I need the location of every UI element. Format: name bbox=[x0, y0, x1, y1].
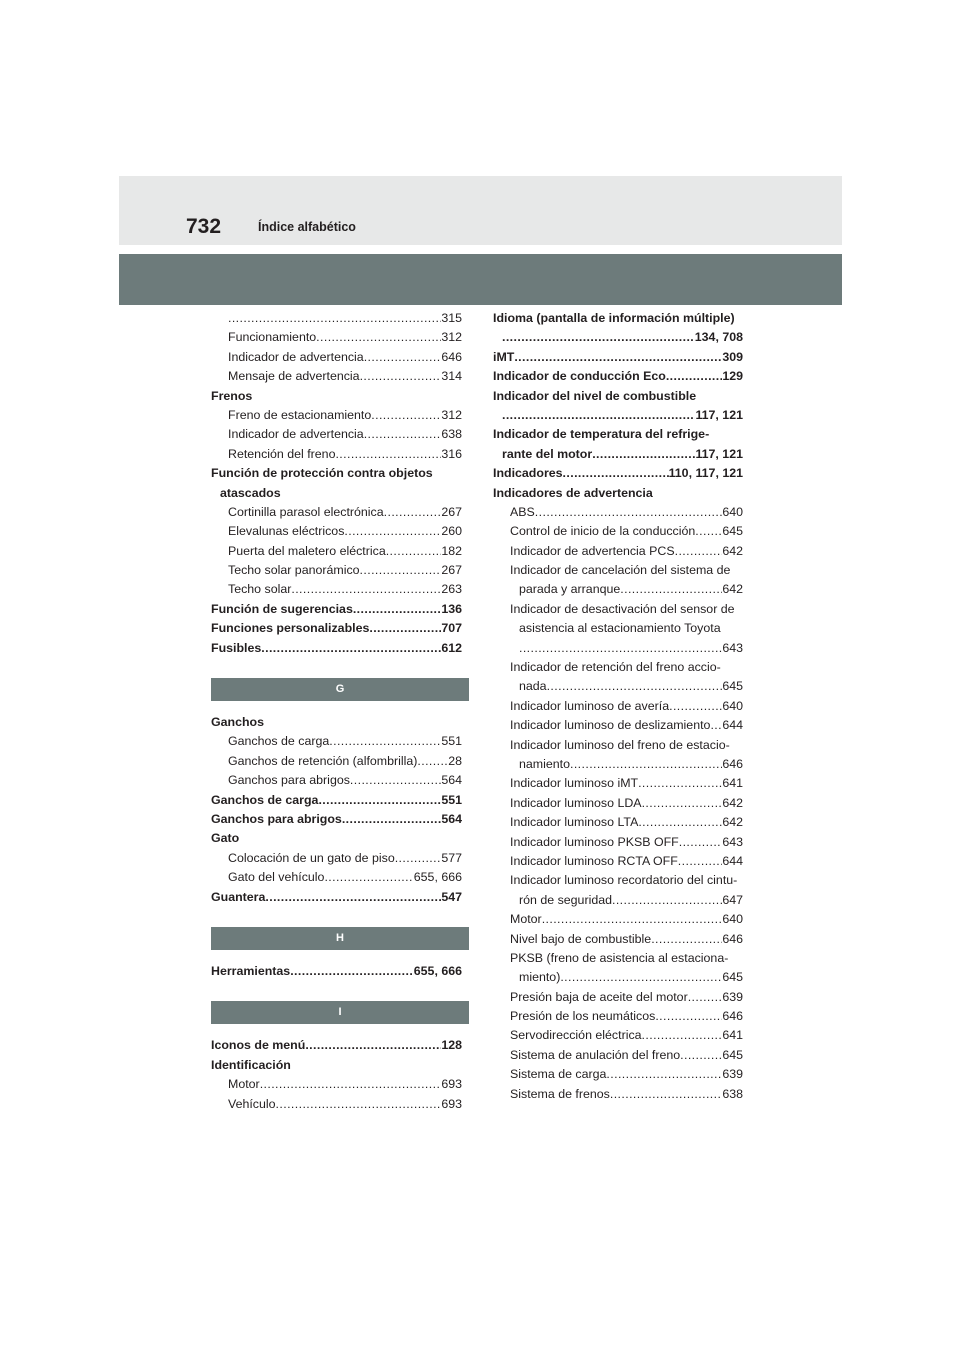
index-entry bbox=[493, 309, 743, 328]
entry-term: Funcionamiento bbox=[228, 330, 317, 345]
entry-page-number: 644 bbox=[722, 853, 743, 868]
index-entry bbox=[493, 600, 743, 619]
dot-leader bbox=[265, 888, 441, 907]
entry-term: Guantera bbox=[211, 889, 266, 904]
entry-term: Indicadores de advertencia bbox=[493, 485, 653, 500]
dot-leader bbox=[342, 810, 441, 829]
dot-leader bbox=[695, 522, 722, 541]
entry-term: Nivel bajo de combustible bbox=[510, 931, 652, 946]
entry-term: Ganchos para abrigos bbox=[211, 811, 342, 826]
dot-leader bbox=[276, 1095, 442, 1114]
index-entry bbox=[493, 755, 743, 774]
index-entry bbox=[493, 387, 743, 406]
entry-term: nada bbox=[519, 679, 547, 694]
dot-leader bbox=[260, 1075, 442, 1094]
entry-term: Ganchos para abrigos bbox=[228, 773, 350, 788]
dot-leader bbox=[316, 328, 441, 347]
index-entry bbox=[493, 910, 743, 929]
index-entry bbox=[493, 949, 743, 968]
index-entry bbox=[211, 561, 462, 580]
index-entry bbox=[211, 888, 462, 907]
index-entry bbox=[493, 716, 743, 735]
page-number: 732 bbox=[186, 215, 222, 238]
index-entry bbox=[493, 464, 743, 483]
index-entry bbox=[211, 425, 462, 444]
entry-page-number: 547 bbox=[441, 889, 462, 904]
entry-term: ABS bbox=[510, 504, 535, 519]
dot-leader bbox=[360, 367, 442, 386]
entry-term: Indicador de advertencia PCS bbox=[510, 543, 675, 558]
dot-leader bbox=[502, 328, 695, 347]
entry-page-number: 309 bbox=[722, 349, 743, 364]
entry-term: Indicador luminoso LDA bbox=[510, 795, 642, 810]
letter-heading: H bbox=[211, 927, 469, 950]
entry-page-number: 263 bbox=[441, 582, 462, 597]
entry-page-number: 564 bbox=[441, 773, 462, 788]
index-entry bbox=[211, 503, 462, 522]
entry-term: parada y arranque bbox=[519, 582, 621, 597]
dot-leader bbox=[324, 868, 413, 887]
index-entry bbox=[211, 367, 462, 386]
index-column-right bbox=[493, 309, 743, 1104]
entry-term: Indicador luminoso RCTA OFF bbox=[510, 853, 678, 868]
entry-term: Elevalunas eléctricos bbox=[228, 524, 345, 539]
entry-term: Herramientas bbox=[211, 963, 291, 978]
entry-term: Indicador de retención del freno accio- bbox=[510, 660, 721, 675]
entry-term: Indicador luminoso PKSB OFF bbox=[510, 834, 679, 849]
index-entry bbox=[211, 771, 462, 790]
entry-term: Fusibles bbox=[211, 640, 262, 655]
index-entry bbox=[211, 542, 462, 561]
entry-term: Ganchos de carga bbox=[211, 792, 319, 807]
index-entry bbox=[211, 962, 462, 981]
entry-term: Mensaje de advertencia bbox=[228, 369, 360, 384]
entry-term: Indicador de desactivación del sensor de bbox=[510, 601, 735, 616]
index-entry bbox=[493, 580, 743, 599]
dot-leader bbox=[502, 406, 695, 425]
dot-leader bbox=[360, 561, 442, 580]
entry-page-number: 638 bbox=[722, 1086, 743, 1101]
entry-page-number: 645 bbox=[722, 524, 743, 539]
entry-page-number: 646 bbox=[722, 756, 743, 771]
index-entry bbox=[493, 658, 743, 677]
index-entry bbox=[493, 1046, 743, 1065]
entry-page-number: 645 bbox=[722, 1047, 743, 1062]
index-entry bbox=[493, 425, 743, 444]
entry-page-number: 117, 121 bbox=[695, 446, 743, 461]
dot-leader bbox=[261, 639, 441, 658]
index-entry bbox=[211, 348, 462, 367]
entry-term: Indicador del nivel de combustible bbox=[493, 388, 697, 403]
entry-term: rante del motor bbox=[502, 446, 593, 461]
dot-leader bbox=[335, 445, 441, 464]
index-entry bbox=[493, 677, 743, 696]
entry-page-number: 646 bbox=[722, 931, 743, 946]
dot-leader bbox=[547, 677, 723, 696]
section-title: Índice alfabético bbox=[258, 220, 356, 234]
entry-page-number: 136 bbox=[441, 601, 462, 616]
entry-term: Gato del vehículo bbox=[228, 870, 325, 885]
entry-page-number: 577 bbox=[441, 850, 462, 865]
index-entry bbox=[493, 445, 743, 464]
dot-leader bbox=[679, 833, 723, 852]
entry-page-number: 707 bbox=[441, 621, 462, 636]
entry-term: Indicador de advertencia bbox=[228, 349, 364, 364]
entry-page-number: 129 bbox=[722, 369, 743, 384]
index-entry bbox=[211, 1095, 462, 1114]
index-entry bbox=[493, 833, 743, 852]
index-entry bbox=[211, 1036, 462, 1055]
index-entry bbox=[211, 522, 462, 541]
index-entry bbox=[211, 406, 462, 425]
index-entry bbox=[211, 732, 462, 751]
index-column-left bbox=[211, 309, 462, 1114]
index-entry bbox=[493, 736, 743, 755]
dot-leader bbox=[642, 794, 723, 813]
entry-term: Motor bbox=[510, 912, 542, 927]
dot-leader bbox=[290, 962, 414, 981]
entry-page-number: 612 bbox=[441, 640, 462, 655]
dot-leader bbox=[371, 406, 441, 425]
dot-leader bbox=[364, 425, 442, 444]
entry-page-number: 315 bbox=[441, 311, 462, 325]
entry-term: Colocación de un gato de piso bbox=[228, 850, 395, 865]
entry-term: Funciones personalizables bbox=[211, 621, 370, 636]
entry-term: Techo solar panorámico bbox=[228, 563, 360, 578]
entry-term: Indicador de temperatura del refrige- bbox=[493, 427, 710, 442]
entry-term: Control de inicio de la conducción bbox=[510, 524, 696, 539]
dot-leader bbox=[291, 580, 441, 599]
index-entry bbox=[493, 871, 743, 890]
index-entry bbox=[493, 1026, 743, 1045]
entry-term: Identificación bbox=[211, 1057, 291, 1072]
dot-leader bbox=[638, 774, 722, 793]
entry-page-number: 117, 121 bbox=[695, 407, 743, 422]
dot-leader bbox=[563, 464, 669, 483]
entry-term: Cortinilla parasol electrónica bbox=[228, 504, 384, 519]
dot-leader bbox=[651, 930, 722, 949]
index-entry bbox=[493, 1065, 743, 1084]
letter-heading: I bbox=[211, 1001, 469, 1024]
dot-leader bbox=[710, 716, 722, 735]
dot-leader bbox=[606, 1065, 722, 1084]
entry-page-number: 316 bbox=[441, 446, 462, 461]
dot-leader bbox=[560, 968, 722, 987]
dot-leader bbox=[519, 639, 722, 658]
entry-term: Función de protección contra objetos bbox=[211, 466, 433, 481]
dot-leader bbox=[666, 367, 723, 386]
entry-term: Ganchos de retención (alfombrilla) bbox=[228, 753, 418, 768]
dot-leader bbox=[384, 503, 442, 522]
entry-page-number: 641 bbox=[722, 1028, 743, 1043]
entry-page-number: 182 bbox=[441, 543, 462, 558]
entry-page-number: 645 bbox=[722, 679, 743, 694]
entry-term: Presión de los neumáticos bbox=[510, 1009, 656, 1024]
entry-page-number: 314 bbox=[441, 369, 462, 384]
index-entry bbox=[493, 406, 743, 425]
entry-term: Gato bbox=[211, 831, 240, 846]
entry-page-number: 655, 666 bbox=[413, 963, 462, 978]
entry-page-number: 643 bbox=[722, 834, 743, 849]
entry-term: PKSB (freno de asistencia al estaciona- bbox=[510, 950, 729, 965]
entry-page-number: 642 bbox=[722, 815, 743, 830]
entry-page-number: 647 bbox=[722, 892, 743, 907]
dot-leader bbox=[318, 791, 441, 810]
entry-term: Retención del freno bbox=[228, 446, 336, 461]
index-entry bbox=[211, 464, 462, 483]
dot-leader bbox=[675, 542, 723, 561]
index-entry bbox=[211, 600, 462, 619]
entry-page-number: 642 bbox=[722, 795, 743, 810]
entry-page-number: 693 bbox=[441, 1096, 462, 1111]
entry-page-number: 312 bbox=[441, 407, 462, 422]
entry-term: Servodirección eléctrica bbox=[510, 1028, 642, 1043]
index-entry bbox=[493, 367, 743, 386]
dot-leader bbox=[535, 503, 723, 522]
entry-page-number: 551 bbox=[441, 792, 462, 807]
index-entry bbox=[211, 580, 462, 599]
entry-page-number: 642 bbox=[722, 543, 743, 558]
dot-leader bbox=[620, 580, 722, 599]
entry-term: Ganchos de carga bbox=[228, 734, 330, 749]
dot-leader bbox=[350, 771, 441, 790]
entry-term: Sistema de carga bbox=[510, 1067, 607, 1082]
dot-leader bbox=[329, 732, 441, 751]
index-entry bbox=[493, 988, 743, 1007]
header-dark-band bbox=[119, 254, 842, 305]
index-entry bbox=[211, 387, 462, 406]
index-entry bbox=[493, 968, 743, 987]
index-entry bbox=[211, 868, 462, 887]
entry-term: miento) bbox=[519, 970, 561, 985]
index-entry bbox=[493, 348, 743, 367]
entry-term: atascados bbox=[220, 485, 281, 500]
dot-leader bbox=[369, 619, 441, 638]
entry-page-number: 267 bbox=[441, 563, 462, 578]
dot-leader bbox=[642, 1026, 723, 1045]
index-entry bbox=[493, 774, 743, 793]
index-entry bbox=[211, 1075, 462, 1094]
entry-page-number: 564 bbox=[441, 811, 462, 826]
index-entry bbox=[211, 484, 462, 503]
entry-page-number: 260 bbox=[441, 524, 462, 539]
index-entry bbox=[211, 619, 462, 638]
entry-term: Función de sugerencias bbox=[211, 601, 353, 616]
dot-leader bbox=[395, 849, 442, 868]
entry-term: Freno de estacionamiento bbox=[228, 407, 372, 422]
index-entry bbox=[493, 619, 743, 638]
entry-term: Indicador luminoso de avería bbox=[510, 698, 670, 713]
index-entry bbox=[493, 522, 743, 541]
entry-term: Puerta del maletero eléctrica bbox=[228, 543, 386, 558]
entry-page-number: 639 bbox=[722, 989, 743, 1004]
index-entry bbox=[493, 852, 743, 871]
index-entry bbox=[493, 794, 743, 813]
dot-leader bbox=[592, 445, 695, 464]
index-entry bbox=[211, 639, 462, 658]
dot-leader bbox=[655, 1007, 722, 1026]
entry-page-number: 639 bbox=[722, 1067, 743, 1082]
entry-term: Presión baja de aceite del motor bbox=[510, 989, 688, 1004]
entry-term: Frenos bbox=[211, 388, 253, 403]
entry-term: Indicador luminoso del freno de estacio- bbox=[510, 737, 730, 752]
dot-leader bbox=[417, 752, 448, 771]
dot-leader bbox=[678, 852, 723, 871]
dot-leader bbox=[305, 1036, 441, 1055]
index-entry bbox=[493, 891, 743, 910]
entry-page-number: 643 bbox=[722, 640, 743, 655]
entry-term: rón de seguridad bbox=[519, 892, 612, 907]
index-entry bbox=[493, 813, 743, 832]
entry-term: Sistema de anulación del freno bbox=[510, 1047, 681, 1062]
entry-term: Indicador de advertencia bbox=[228, 427, 364, 442]
entry-term: Ganchos bbox=[211, 715, 265, 730]
entry-term: Indicador luminoso LTA bbox=[510, 815, 639, 830]
entry-page-number: 645 bbox=[722, 970, 743, 985]
entry-term: Iconos de menú bbox=[211, 1038, 306, 1053]
index-entry bbox=[211, 810, 462, 829]
dot-leader bbox=[612, 891, 722, 910]
entry-page-number: 312 bbox=[441, 330, 462, 345]
entry-page-number: 646 bbox=[441, 349, 462, 364]
entry-page-number: 134, 708 bbox=[694, 330, 743, 345]
dot-leader bbox=[638, 813, 722, 832]
entry-term: Sistema de frenos bbox=[510, 1086, 610, 1101]
index-entry bbox=[211, 713, 462, 732]
index-entry bbox=[211, 849, 462, 868]
entry-term: Vehículo bbox=[228, 1096, 276, 1111]
entry-page-number: 551 bbox=[441, 734, 462, 749]
index-entry bbox=[493, 930, 743, 949]
index-entry bbox=[493, 328, 743, 347]
entry-page-number: 640 bbox=[722, 504, 743, 519]
entry-page-number: 128 bbox=[441, 1038, 462, 1053]
index-entry bbox=[493, 542, 743, 561]
index-entry bbox=[211, 309, 462, 328]
entry-page-number: 641 bbox=[722, 776, 743, 791]
header-band bbox=[119, 176, 842, 245]
entry-page-number: 638 bbox=[441, 427, 462, 442]
dot-leader bbox=[228, 309, 441, 328]
entry-page-number: 28 bbox=[448, 753, 462, 768]
index-entry bbox=[493, 639, 743, 658]
index-entry bbox=[211, 752, 462, 771]
dot-leader bbox=[542, 910, 723, 929]
entry-page-number: 644 bbox=[722, 718, 743, 733]
index-entry bbox=[493, 697, 743, 716]
dot-leader bbox=[570, 755, 722, 774]
entry-page-number: 267 bbox=[441, 504, 462, 519]
index-entry bbox=[493, 1007, 743, 1026]
entry-page-number: 640 bbox=[722, 912, 743, 927]
index-entry bbox=[211, 328, 462, 347]
letter-heading: G bbox=[211, 678, 469, 701]
dot-leader bbox=[386, 542, 442, 561]
entry-term: namiento bbox=[519, 756, 570, 771]
entry-term: Techo solar bbox=[228, 582, 292, 597]
dot-leader bbox=[514, 348, 722, 367]
index-entry bbox=[211, 829, 462, 848]
dot-leader bbox=[688, 988, 723, 1007]
entry-page-number: 693 bbox=[441, 1077, 462, 1092]
index-entry bbox=[493, 503, 743, 522]
entry-page-number: 655, 666 bbox=[413, 870, 462, 885]
entry-term: asistencia al estacionamiento Toyota bbox=[519, 621, 721, 636]
index-entry bbox=[493, 561, 743, 580]
index-entry bbox=[493, 1085, 743, 1104]
entry-page-number: 110, 117, 121 bbox=[668, 466, 743, 481]
entry-page-number: 646 bbox=[722, 1009, 743, 1024]
entry-term: Indicador de cancelación del sistema de bbox=[510, 563, 731, 578]
dot-leader bbox=[669, 697, 722, 716]
dot-leader bbox=[364, 348, 442, 367]
dot-leader bbox=[610, 1085, 722, 1104]
entry-term: iMT bbox=[493, 349, 515, 364]
entry-term: Idioma (pantalla de información múltiple) bbox=[493, 311, 735, 325]
dot-leader bbox=[353, 600, 441, 619]
index-entry bbox=[211, 791, 462, 810]
entry-term: Indicador luminoso iMT bbox=[510, 776, 639, 791]
entry-term: Indicador de conducción Eco bbox=[493, 369, 666, 384]
index-entry bbox=[211, 1056, 462, 1075]
entry-term: Indicadores bbox=[493, 466, 563, 481]
index-entry bbox=[211, 445, 462, 464]
dot-leader bbox=[344, 522, 441, 541]
entry-term: Indicador luminoso recordatorio del cintu- bbox=[510, 873, 738, 888]
entry-term: Indicador luminoso de deslizamiento bbox=[510, 718, 711, 733]
index-entry bbox=[493, 484, 743, 503]
entry-page-number: 640 bbox=[722, 698, 743, 713]
entry-page-number: 642 bbox=[722, 582, 743, 597]
entry-term: Motor bbox=[228, 1077, 260, 1092]
dot-leader bbox=[680, 1046, 722, 1065]
